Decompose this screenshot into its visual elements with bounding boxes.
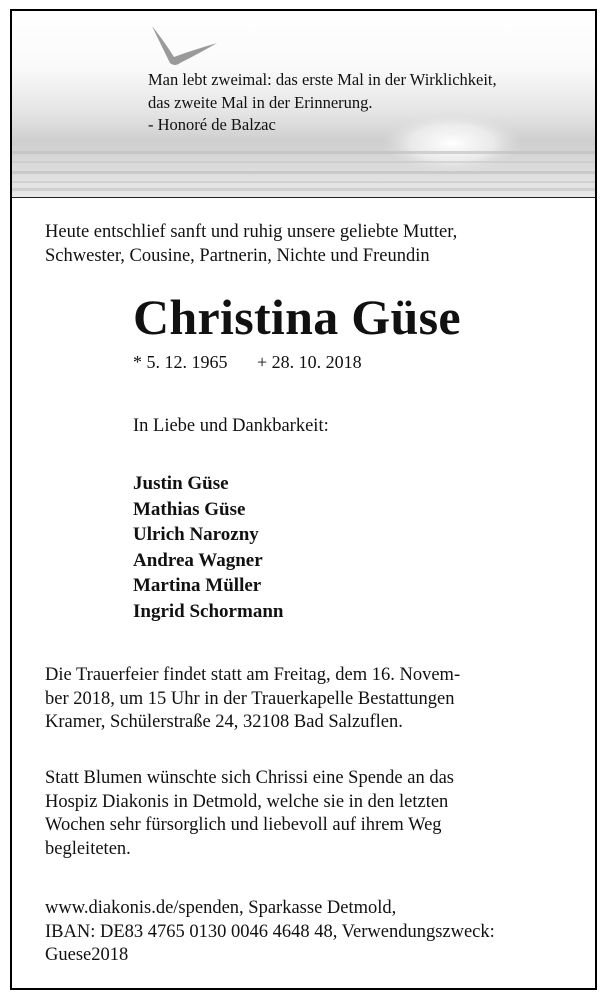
donation-line: Wochen sehr fürsorglich und liebevoll auf ihrem Weg bbox=[45, 815, 442, 835]
life-dates bbox=[133, 352, 362, 373]
intro-line: Schwester, Cousine, Partnerin, Nichte und Freundin bbox=[45, 245, 430, 266]
family-list bbox=[133, 471, 283, 624]
family-member: Ingrid Schormann bbox=[133, 600, 284, 622]
bank-line: Guese2018 bbox=[45, 945, 129, 965]
quote-block bbox=[148, 69, 497, 137]
donation-line: Statt Blumen wünschte sich Chrissi eine Spende an das bbox=[45, 768, 454, 788]
family-member: Mathias Güse bbox=[133, 498, 246, 520]
family-member: Ulrich Narozny bbox=[133, 524, 259, 545]
intro-text bbox=[45, 221, 457, 268]
seagull-icon bbox=[152, 26, 217, 65]
quote-line: das zweite Mal in der Erinnerung. bbox=[148, 92, 373, 112]
obituary-notice bbox=[10, 9, 597, 990]
donation-line: begleiteten. bbox=[45, 838, 131, 859]
family-member: Martina Müller bbox=[133, 575, 262, 596]
quote-line: Man lebt zweimal: das erste Mal in der Wirklichkeit, bbox=[148, 70, 497, 89]
family-member: Andrea Wagner bbox=[133, 549, 263, 571]
funeral-line: Die Trauerfeier findet statt am Freitag, dem 16. Novem- bbox=[45, 665, 461, 685]
funeral-info bbox=[45, 664, 460, 735]
header-image-seascape bbox=[12, 11, 595, 198]
birth-date: * 5. 12. 1965 bbox=[133, 352, 228, 372]
bank-line: www.diakonis.de/spenden, Sparkasse Detmold, bbox=[45, 898, 397, 918]
dankbarkeit-line: In Liebe und Dankbarkeit: bbox=[133, 416, 329, 436]
donation-info bbox=[45, 767, 454, 861]
deceased-name: Christina Güse bbox=[133, 289, 461, 345]
bank-line: IBAN: DE83 4765 0130 0046 4648 48, Verwendungszweck: bbox=[45, 921, 495, 942]
death-date: + 28. 10. 2018 bbox=[257, 352, 362, 372]
bank-details bbox=[45, 897, 495, 968]
funeral-line: Kramer, Schülerstraße 24, 32108 Bad Salzuflen. bbox=[45, 712, 403, 732]
intro-line: Heute entschlief sanft und ruhig unsere geliebte Mutter, bbox=[45, 222, 458, 242]
donation-line: Hospiz Diakonis in Detmold, welche sie in den letzten bbox=[45, 791, 449, 812]
family-member: Justin Güse bbox=[133, 473, 229, 494]
quote-author: - Honoré de Balzac bbox=[148, 115, 276, 134]
funeral-line: ber 2018, um 15 Uhr in der Trauerkapelle Bestattungen bbox=[45, 688, 455, 709]
